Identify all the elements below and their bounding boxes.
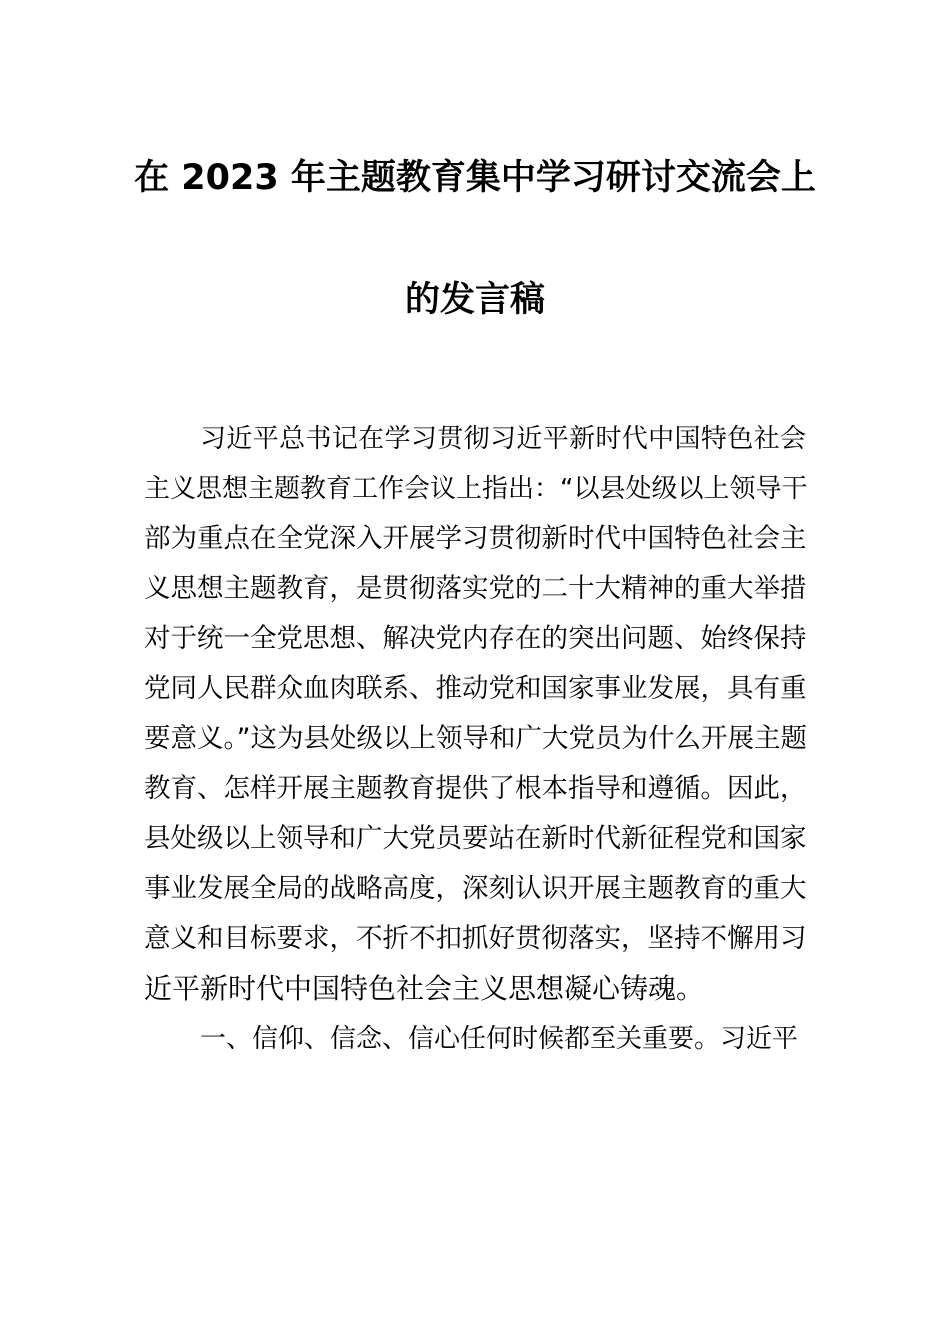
paragraph-line: 教育、怎样开展主题教育提供了根本指导和遵循。因此，: [144, 773, 807, 804]
document-title-line-2: 的发言稿: [404, 280, 545, 320]
paragraph-line: 习近平总书记在学习贯彻习近平新时代中国特色社会: [200, 424, 806, 454]
paragraph-line: 要意义。”这为县处级以上领导和广大党员为什么开展主题: [144, 723, 807, 754]
paragraph-line: 近平新时代中国特色社会主义思想凝心铸魂。: [144, 972, 705, 1005]
paragraph-line: 主义思想主题教育工作会议上指出：“以县处级以上领导干: [144, 474, 808, 504]
paragraph-line: 义思想主题教育，是贯彻落实党的二十大精神的重大举措: [144, 573, 807, 604]
document-title-line-1: 在 2023 年主题教育集中学习研讨交流会上: [134, 158, 816, 198]
paragraph-line: 县处级以上领导和广大党员要站在新时代新征程党和国家: [144, 823, 807, 854]
paragraph-line: 党同人民群众血肉联系、推动党和国家事业发展，具有重: [144, 673, 807, 704]
paragraph-line: 事业发展全局的战略高度，深刻认识开展主题教育的重大: [144, 873, 807, 904]
paragraph-line: 对于统一全党思想、解决党内存在的突出问题、始终保持: [144, 623, 807, 654]
paragraph-line: 部为重点在全党深入开展学习贯彻新时代中国特色社会主: [144, 523, 807, 554]
section-heading-line: 一、信仰、信念、信心任何时候都至关重要。习近平: [200, 1024, 799, 1054]
paragraph-line: 意义和目标要求，不折不扣抓好贯彻落实，坚持不懈用习: [144, 923, 807, 954]
